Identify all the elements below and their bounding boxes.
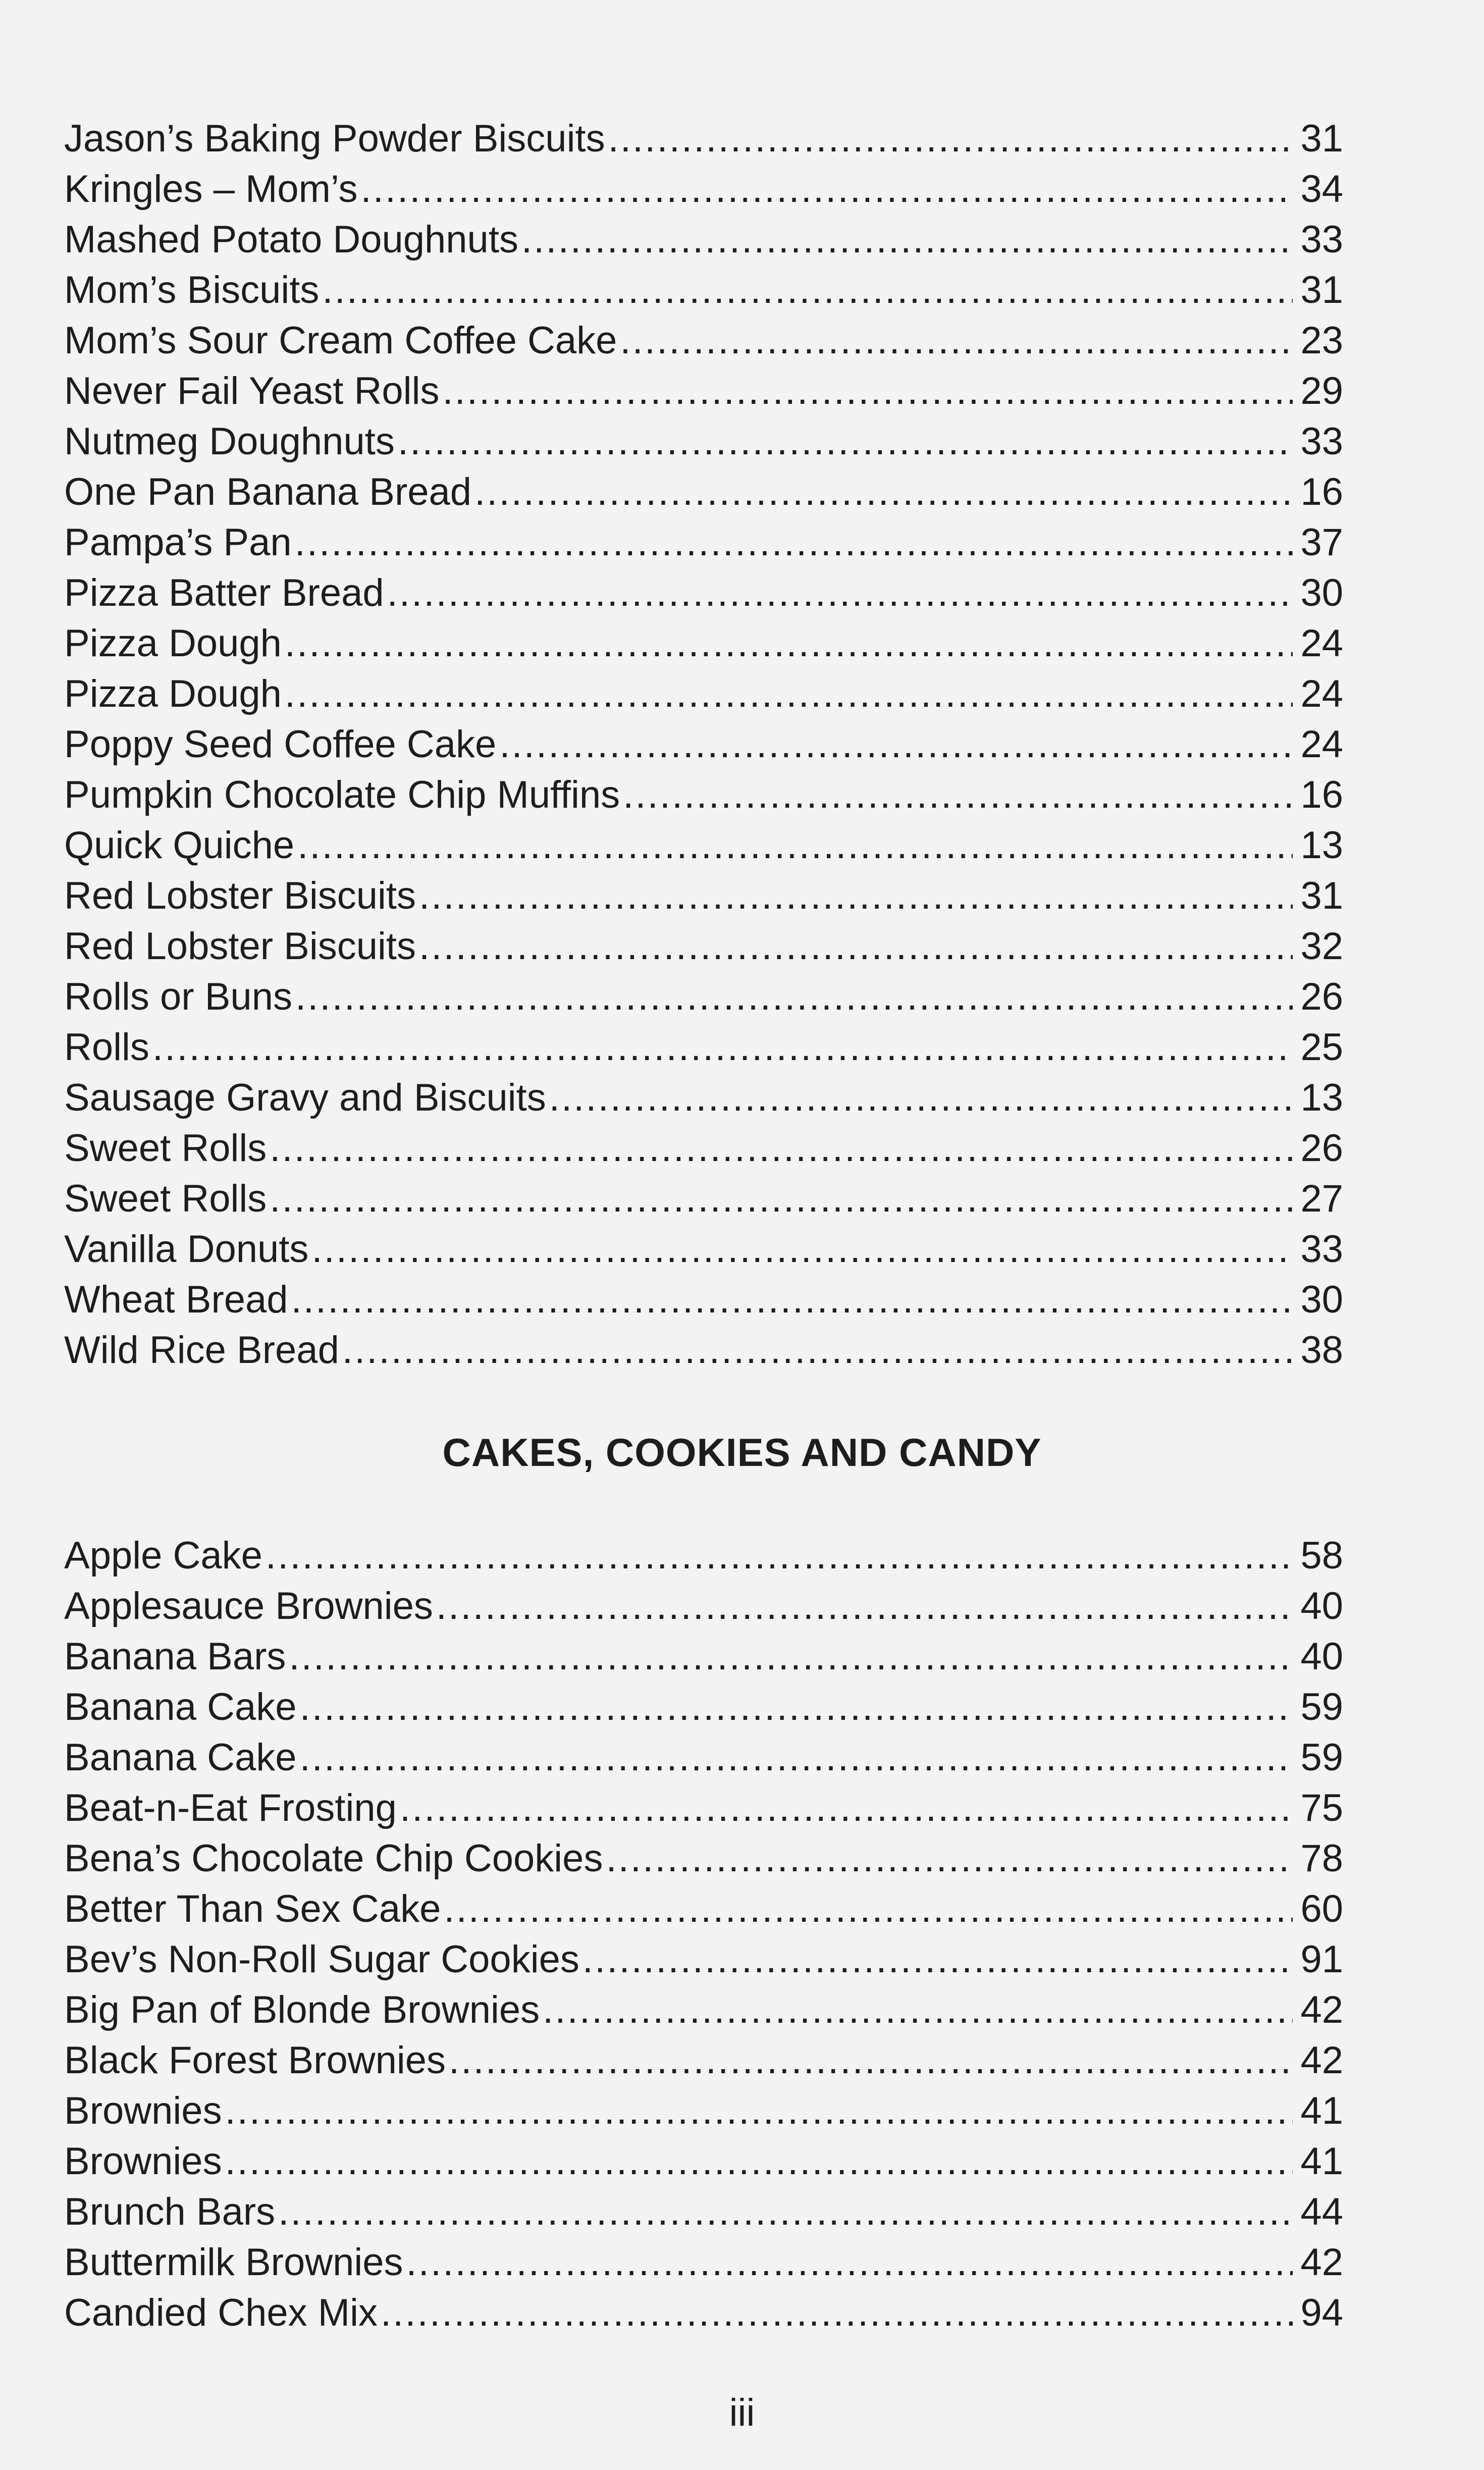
dot-leader bbox=[266, 1531, 1293, 1581]
index-entry bbox=[64, 2237, 1343, 2288]
index-entry bbox=[64, 164, 1343, 215]
entry-title: Pizza Dough bbox=[64, 672, 282, 715]
dot-leader bbox=[543, 1985, 1293, 2035]
index-entry bbox=[64, 1123, 1343, 1174]
dot-leader bbox=[360, 164, 1293, 215]
index-entry bbox=[64, 1022, 1343, 1073]
entry-title: Applesauce Brownies bbox=[64, 1585, 433, 1627]
entry-page-number: 16 bbox=[1300, 773, 1343, 816]
entry-title: Mom’s Biscuits bbox=[64, 269, 320, 311]
index-entry bbox=[64, 1073, 1343, 1123]
entry-page-number: 26 bbox=[1300, 975, 1343, 1018]
index-entry bbox=[64, 1531, 1343, 1581]
entry-page-number: 31 bbox=[1300, 117, 1343, 160]
entry-page-number: 33 bbox=[1300, 1228, 1343, 1271]
index-entry bbox=[64, 1174, 1343, 1224]
entry-title: Pumpkin Chocolate Chip Muffins bbox=[64, 773, 620, 816]
entry-page-number: 13 bbox=[1300, 824, 1343, 867]
entry-title: Bev’s Non-Roll Sugar Cookies bbox=[64, 1938, 579, 1981]
index-entry bbox=[64, 215, 1343, 265]
index-entry bbox=[64, 1275, 1343, 1325]
entry-title: Nutmeg Doughnuts bbox=[64, 420, 395, 463]
entry-title: Apple Cake bbox=[64, 1534, 262, 1577]
dot-leader bbox=[295, 517, 1293, 568]
dot-leader bbox=[608, 114, 1293, 164]
entry-title: Pizza Batter Bread bbox=[64, 571, 384, 614]
entry-page-number: 30 bbox=[1300, 571, 1343, 614]
dot-leader bbox=[419, 871, 1293, 921]
dot-leader bbox=[300, 1682, 1293, 1732]
entry-page-number: 58 bbox=[1300, 1534, 1343, 1577]
dot-leader bbox=[419, 921, 1293, 972]
dot-leader bbox=[278, 2187, 1293, 2237]
dot-leader bbox=[398, 416, 1293, 467]
dot-leader bbox=[152, 1022, 1293, 1073]
dot-leader bbox=[436, 1581, 1293, 1632]
entry-page-number: 44 bbox=[1300, 2190, 1343, 2233]
index-entry bbox=[64, 1884, 1343, 1934]
index-entry bbox=[64, 2035, 1343, 2086]
entry-page-number: 33 bbox=[1300, 218, 1343, 261]
dot-leader bbox=[442, 366, 1293, 416]
dot-leader bbox=[311, 1224, 1293, 1275]
entry-page-number: 91 bbox=[1300, 1938, 1343, 1981]
index-entry bbox=[64, 1682, 1343, 1732]
dot-leader bbox=[291, 1275, 1293, 1325]
entry-title: Mashed Potato Doughnuts bbox=[64, 218, 518, 261]
index-entry bbox=[64, 2288, 1343, 2338]
index-entry bbox=[64, 416, 1343, 467]
dot-leader bbox=[270, 1123, 1293, 1174]
entry-title: Kringles – Mom’s bbox=[64, 168, 358, 211]
entry-title: One Pan Banana Bread bbox=[64, 470, 472, 513]
entry-page-number: 33 bbox=[1300, 420, 1343, 463]
entry-page-number: 23 bbox=[1300, 319, 1343, 362]
entry-page-number: 30 bbox=[1300, 1278, 1343, 1321]
entry-page-number: 42 bbox=[1300, 1988, 1343, 2031]
entry-title: Vanilla Donuts bbox=[64, 1228, 309, 1271]
dot-leader bbox=[322, 265, 1293, 316]
entry-title: Mom’s Sour Cream Coffee Cake bbox=[64, 319, 617, 362]
entry-title: Red Lobster Biscuits bbox=[64, 874, 416, 917]
index-list-cakes-cookies-candy bbox=[64, 1531, 1343, 2338]
dot-leader bbox=[620, 316, 1293, 366]
entry-title: Never Fail Yeast Rolls bbox=[64, 370, 440, 412]
entry-page-number: 24 bbox=[1300, 723, 1343, 766]
index-entry bbox=[64, 2187, 1343, 2237]
dot-leader bbox=[225, 2136, 1293, 2187]
entry-page-number: 24 bbox=[1300, 672, 1343, 715]
entry-page-number: 42 bbox=[1300, 2241, 1343, 2284]
index-entry bbox=[64, 618, 1343, 669]
dot-leader bbox=[400, 1783, 1293, 1833]
entry-page-number: 94 bbox=[1300, 2291, 1343, 2334]
entry-title: Buttermilk Brownies bbox=[64, 2241, 403, 2284]
index-entry bbox=[64, 316, 1343, 366]
entry-title: Wild Rice Bread bbox=[64, 1329, 339, 1372]
entry-page-number: 41 bbox=[1300, 2140, 1343, 2183]
index-entry bbox=[64, 1224, 1343, 1275]
index-entry bbox=[64, 820, 1343, 871]
entry-title: Brunch Bars bbox=[64, 2190, 276, 2233]
entry-page-number: 75 bbox=[1300, 1786, 1343, 1829]
section-heading: CAKES, COOKIES AND CANDY bbox=[442, 1430, 1042, 1475]
dot-leader bbox=[295, 972, 1293, 1022]
index-list-breads bbox=[64, 114, 1343, 1376]
entry-page-number: 34 bbox=[1300, 168, 1343, 211]
dot-leader bbox=[297, 820, 1293, 871]
dot-leader bbox=[474, 467, 1293, 517]
dot-leader bbox=[289, 1632, 1293, 1682]
entry-page-number: 59 bbox=[1300, 1736, 1343, 1779]
entry-page-number: 24 bbox=[1300, 622, 1343, 665]
entry-page-number: 78 bbox=[1300, 1837, 1343, 1880]
entry-title: Red Lobster Biscuits bbox=[64, 925, 416, 968]
entry-title: Bena’s Chocolate Chip Cookies bbox=[64, 1837, 603, 1880]
index-entry bbox=[64, 1632, 1343, 1682]
entry-title: Sausage Gravy and Biscuits bbox=[64, 1076, 546, 1119]
page-number-footer: iii bbox=[729, 2391, 755, 2434]
index-entry bbox=[64, 1325, 1343, 1376]
entry-page-number: 26 bbox=[1300, 1127, 1343, 1170]
entry-page-number: 40 bbox=[1300, 1585, 1343, 1627]
index-entry bbox=[64, 114, 1343, 164]
dot-leader bbox=[623, 770, 1293, 820]
index-entry bbox=[64, 1732, 1343, 1783]
dot-leader bbox=[521, 215, 1293, 265]
index-entry bbox=[64, 1581, 1343, 1632]
entry-page-number: 29 bbox=[1300, 370, 1343, 412]
entry-page-number: 25 bbox=[1300, 1026, 1343, 1069]
entry-page-number: 40 bbox=[1300, 1635, 1343, 1678]
entry-page-number: 42 bbox=[1300, 2039, 1343, 2082]
entry-title: Banana Bars bbox=[64, 1635, 286, 1678]
index-entry bbox=[64, 568, 1343, 618]
entry-page-number: 38 bbox=[1300, 1329, 1343, 1372]
dot-leader bbox=[225, 2086, 1293, 2136]
dot-leader bbox=[270, 1174, 1293, 1224]
dot-leader bbox=[499, 719, 1293, 770]
entry-title: Black Forest Brownies bbox=[64, 2039, 446, 2082]
entry-title: Brownies bbox=[64, 2140, 222, 2183]
index-entry bbox=[64, 1783, 1343, 1833]
entry-title: Rolls or Buns bbox=[64, 975, 292, 1018]
index-entry bbox=[64, 467, 1343, 517]
dot-leader bbox=[444, 1884, 1293, 1934]
entry-page-number: 16 bbox=[1300, 470, 1343, 513]
index-entry bbox=[64, 719, 1343, 770]
entry-title: Rolls bbox=[64, 1026, 149, 1069]
index-entry bbox=[64, 265, 1343, 316]
dot-leader bbox=[285, 618, 1293, 669]
entry-title: Pampa’s Pan bbox=[64, 521, 292, 564]
entry-title: Jason’s Baking Powder Biscuits bbox=[64, 117, 605, 160]
entry-page-number: 32 bbox=[1300, 925, 1343, 968]
dot-leader bbox=[449, 2035, 1293, 2086]
index-entry bbox=[64, 921, 1343, 972]
entry-title: Big Pan of Blonde Brownies bbox=[64, 1988, 540, 2031]
entry-title: Brownies bbox=[64, 2089, 222, 2132]
index-entry bbox=[64, 1985, 1343, 2035]
index-entry bbox=[64, 770, 1343, 820]
dot-leader bbox=[406, 2237, 1293, 2288]
entry-page-number: 27 bbox=[1300, 1177, 1343, 1220]
index-entry bbox=[64, 2136, 1343, 2187]
entry-title: Poppy Seed Coffee Cake bbox=[64, 723, 497, 766]
entry-title: Candied Chex Mix bbox=[64, 2291, 378, 2334]
entry-page-number: 41 bbox=[1300, 2089, 1343, 2132]
entry-page-number: 37 bbox=[1300, 521, 1343, 564]
dot-leader bbox=[300, 1732, 1293, 1783]
dot-leader bbox=[387, 568, 1293, 618]
dot-leader bbox=[582, 1934, 1293, 1985]
index-entry bbox=[64, 1833, 1343, 1884]
entry-title: Quick Quiche bbox=[64, 824, 295, 867]
entry-page-number: 31 bbox=[1300, 269, 1343, 311]
dot-leader bbox=[549, 1073, 1293, 1123]
dot-leader bbox=[285, 669, 1293, 719]
index-entry bbox=[64, 1934, 1343, 1985]
dot-leader bbox=[381, 2288, 1293, 2338]
entry-title: Wheat Bread bbox=[64, 1278, 288, 1321]
dot-leader bbox=[606, 1833, 1293, 1884]
entry-title: Beat-n-Eat Frosting bbox=[64, 1786, 397, 1829]
entry-page-number: 13 bbox=[1300, 1076, 1343, 1119]
index-entry bbox=[64, 2086, 1343, 2136]
index-entry bbox=[64, 366, 1343, 416]
entry-page-number: 31 bbox=[1300, 874, 1343, 917]
index-entry bbox=[64, 871, 1343, 921]
dot-leader bbox=[342, 1325, 1293, 1376]
entry-title: Better Than Sex Cake bbox=[64, 1887, 441, 1930]
entry-title: Sweet Rolls bbox=[64, 1177, 267, 1220]
index-entry bbox=[64, 972, 1343, 1022]
entry-page-number: 59 bbox=[1300, 1686, 1343, 1728]
entry-title: Pizza Dough bbox=[64, 622, 282, 665]
index-entry bbox=[64, 517, 1343, 568]
entry-page-number: 60 bbox=[1300, 1887, 1343, 1930]
entry-title: Banana Cake bbox=[64, 1686, 297, 1728]
entry-title: Banana Cake bbox=[64, 1736, 297, 1779]
index-entry bbox=[64, 669, 1343, 719]
entry-title: Sweet Rolls bbox=[64, 1127, 267, 1170]
